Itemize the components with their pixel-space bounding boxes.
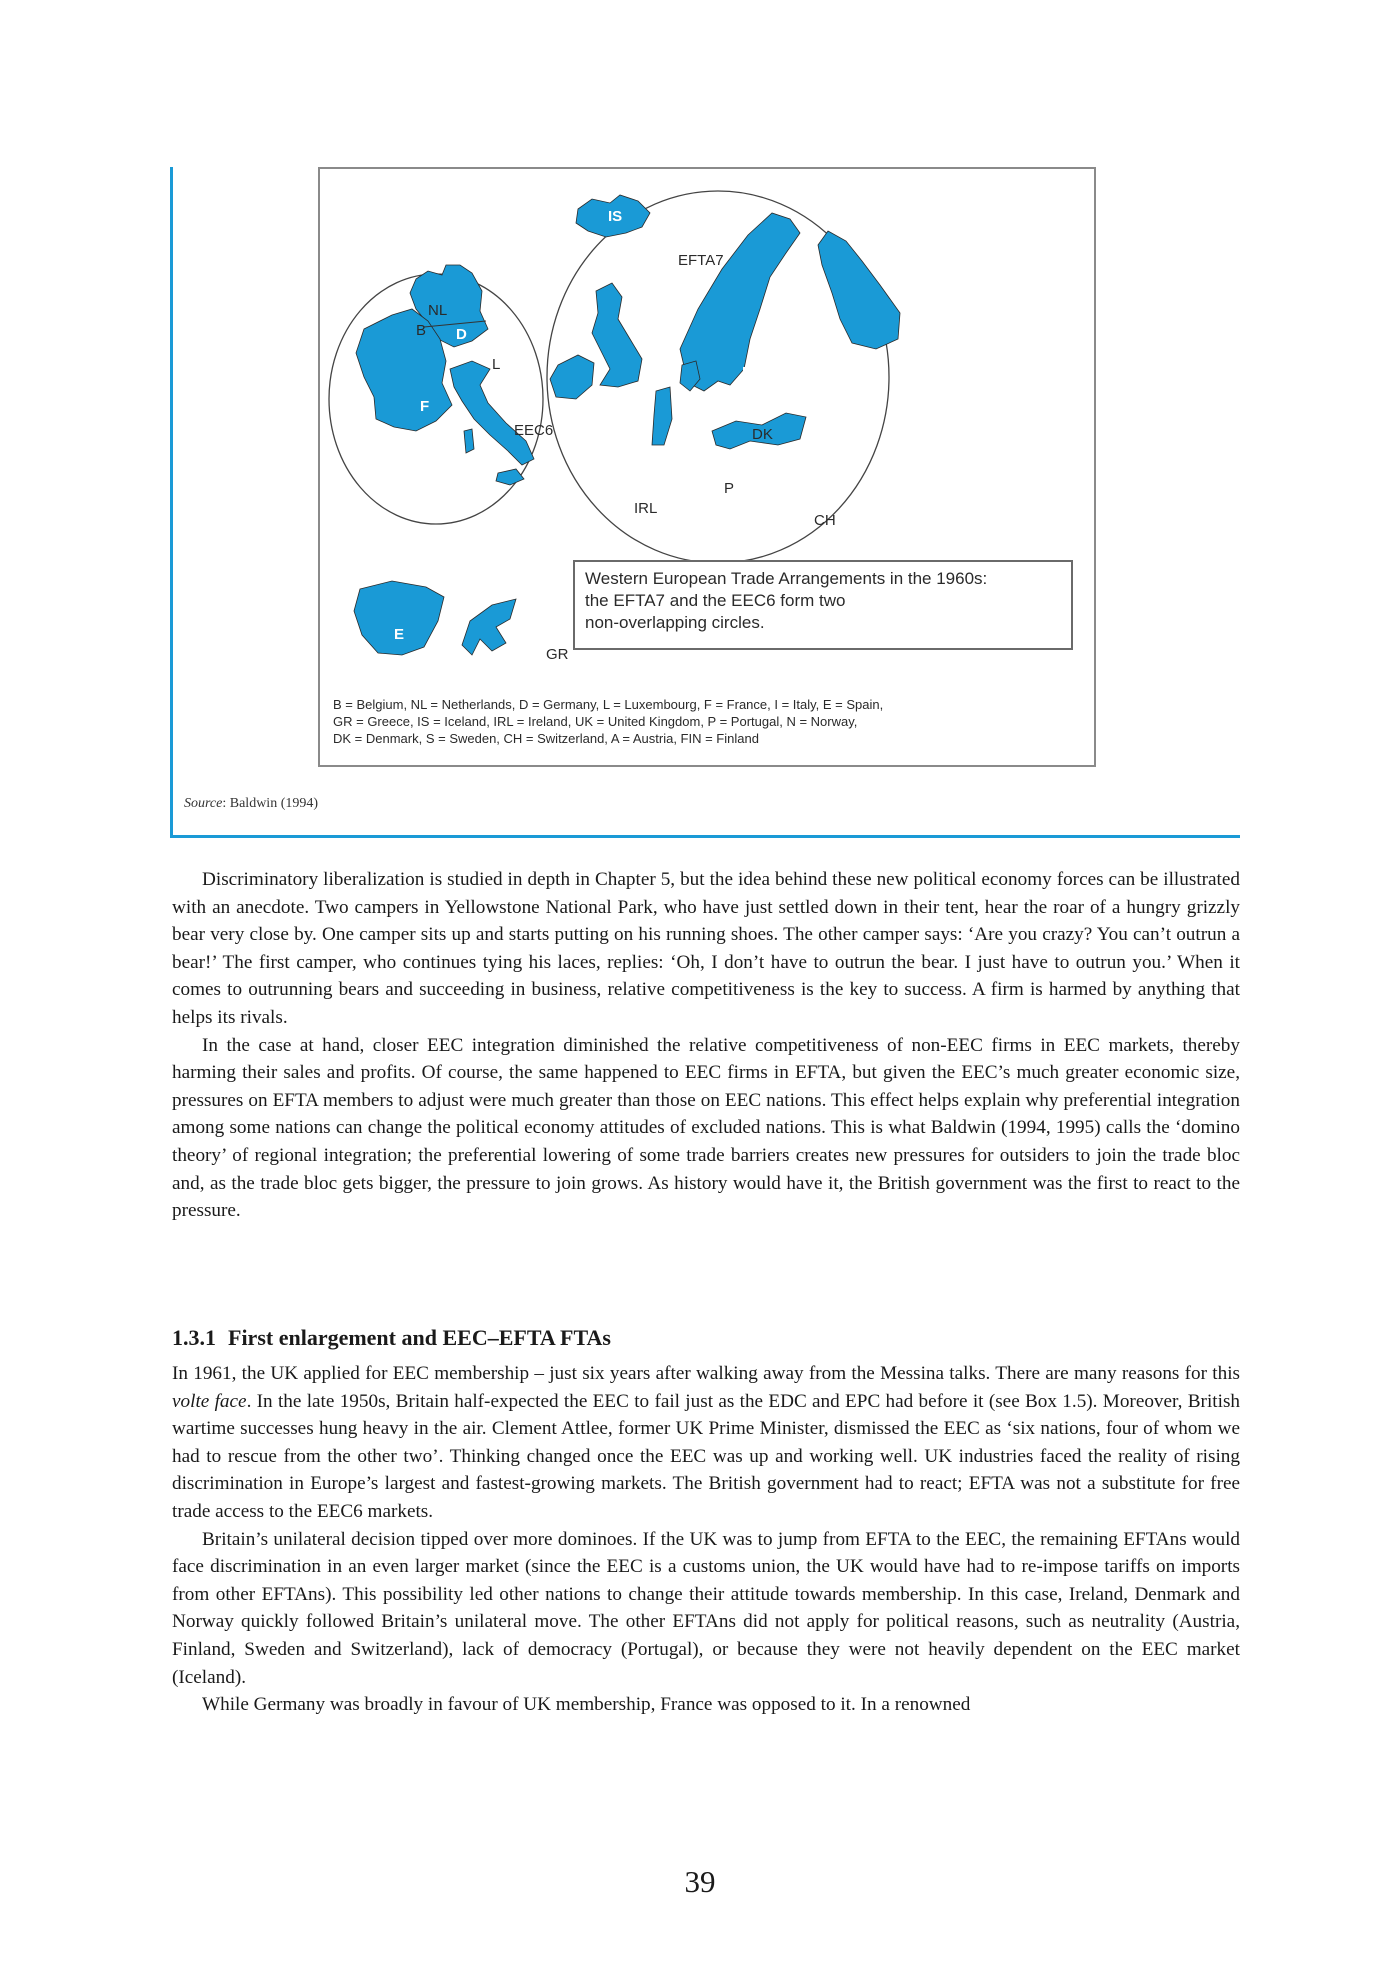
section-text — [172, 1360, 1240, 1719]
label-n: N — [742, 364, 753, 381]
italic-phrase: volte face — [172, 1390, 247, 1412]
source-label: Source — [184, 796, 223, 811]
uk-shape — [592, 283, 642, 387]
label-a: A — [890, 468, 901, 485]
body-text — [172, 866, 1240, 1225]
figure-source — [184, 796, 318, 812]
label-fin: FIN — [988, 374, 1013, 391]
trade-arrangements-map — [318, 167, 1096, 767]
caption-line: non-overlapping circles. — [585, 613, 765, 632]
caption-line: Western European Trade Arrangements in the 1960s: — [585, 569, 988, 588]
label-uk: UK — [686, 434, 708, 451]
label-is: IS — [608, 208, 623, 225]
paragraph — [172, 1360, 1240, 1526]
greece-shape — [462, 599, 516, 655]
map-caption — [573, 560, 1073, 650]
caption-line: the EFTA7 and the EEC6 form two — [585, 591, 846, 610]
paragraph: Britain’s unilateral decision tipped over more dominoes. If the UK was to jump from EFTA to the EEC, the remaining EFTAns would face discrimination in an even larger market (since the EEC is a customs union, the UK would have had to re-impose tariffs on imports from other EFTAns). This possibility led other nations to change their attitude towards membership. In this case, Ireland, Denmark and Norway quickly followed Britain’s unilateral move. The other EFTAns did not apply for political reasons, such as neutrality (Austria, Finland, Sweden and Switzerland), lack of democracy (Portugal), or because they were not heavily dependent on the EEC market (Iceland). — [172, 1528, 1240, 1688]
label-dk: DK — [752, 426, 773, 443]
paragraph-text: . In the late 1950s, Britain half-expected the EEC to fail just as the EDC and EPC had before it (see Box 1.5). Moreover, British wartime successes hung heavy in the air. Clement Attlee, former UK Prime Minister, dismissed the EEC as ‘six nations, four of whom we had to rescue from the other two’. Thinking changed once the EEC was up and working well. UK industries faced the reality of rising discrimination in Europe’s largest and fastest-growing markets. The British government had to react; EFTA was not a substitute for free trade access to the EEC6 markets. — [172, 1390, 1241, 1522]
sardinia-shape — [464, 429, 474, 453]
label-s: S — [774, 388, 785, 405]
label-i: I — [466, 414, 471, 431]
label-nl: NL — [428, 302, 448, 319]
legend-line: B = Belgium, NL = Netherlands, D = Germany, L = Luxembourg, F = France, I = Italy, E = Spain, — [333, 697, 884, 712]
paragraph: In the case at hand, closer EEC integration diminished the relative competitiveness of non-EEC firms in EEC markets, thereby harming their sales and profits. Of course, the same happened to EEC firms in EFTA, but given the EEC’s much greater economic size, pressures on EFTA members to adjust were much greater than those on EEC nations. This effect helps explain why preferential integration among some nations can change the political economy attitudes of excluded nations. This is what Baldwin (1994, 1995) calls the ‘domino theory’ of regional integration; the preferential lowering of some trade barriers creates new pressures for outsiders to join the trade bloc and, as the trade bloc gets bigger, the pressure to join grows. As history would have it, the British government was the first to react to the pressure. — [172, 1034, 1240, 1222]
label-irl: IRL — [634, 500, 658, 517]
section-heading — [172, 1325, 623, 1351]
ireland-shape — [550, 355, 594, 399]
legend-line: GR = Greece, IS = Iceland, IRL = Ireland, UK = United Kingdom, P = Portugal, N = Norway, — [333, 714, 858, 729]
sicily-shape — [496, 469, 524, 485]
label-eec6: EEC6 — [514, 422, 554, 439]
label-d: D — [456, 326, 467, 343]
scandinavia-shape — [680, 213, 800, 391]
label-p: P — [724, 480, 735, 497]
label-l: L — [492, 356, 501, 373]
map-graphic — [320, 169, 1094, 765]
label-b: B — [416, 322, 427, 339]
label-ch: CH — [814, 512, 836, 529]
label-f: F — [420, 398, 430, 415]
portugal-shape — [652, 387, 672, 445]
label-e: E — [394, 626, 405, 643]
source-text: : Baldwin (1994) — [222, 796, 319, 811]
section-title: First enlargement and EEC–EFTA FTAs — [228, 1325, 611, 1350]
spain-shape — [354, 581, 444, 655]
label-gr: GR — [546, 646, 569, 663]
map-legend — [333, 696, 1088, 747]
italy-shape — [450, 361, 534, 465]
finland-shape — [818, 231, 900, 349]
paragraph-text: In 1961, the UK applied for EEC membership – just six years after walking away from the Messina talks. There are many reasons for this — [172, 1363, 1240, 1384]
legend-line: DK = Denmark, S = Sweden, CH = Switzerland, A = Austria, FIN = Finland — [333, 731, 759, 746]
label-efta7: EFTA7 — [678, 252, 724, 269]
paragraph: Discriminatory liberalization is studied in depth in Chapter 5, but the idea behind these new political economy forces can be illustrated with an anecdote. Two campers in Yellowstone National Park, who have just settled down in their tent, hear the roar of a hungry grizzly bear very close by. One camper sits up and starts putting on his running shoes. The other camper says: ‘Are you crazy? You can’t outrun a bear!’ The first camper, who continues tying his laces, replies: ‘Oh, I don’t have to outrun the bear. I just have to outrun you.’ When it comes to outrunning bears and succeeding in business, relative competitiveness is the key to success. A firm is harmed by anything that helps its rivals. — [172, 869, 1240, 1028]
section-number: 1.3.1 — [172, 1325, 216, 1350]
paragraph: While Germany was broadly in favour of UK membership, France was opposed to it. In a renowned — [202, 1694, 971, 1716]
page-number: 39 — [684, 1864, 716, 1899]
